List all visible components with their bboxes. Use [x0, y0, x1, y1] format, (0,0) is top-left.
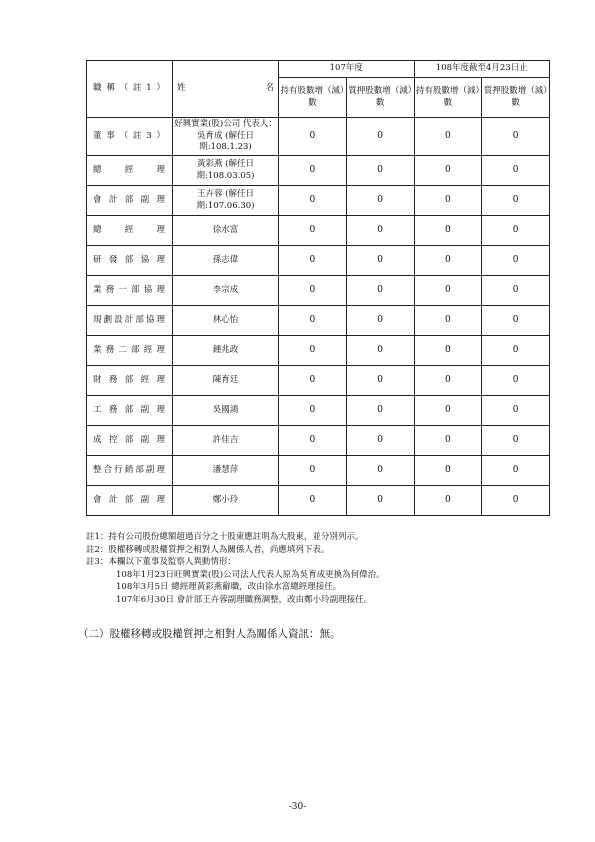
- row-title: 董事（註3）: [87, 118, 173, 156]
- row-name: 潘慧萍: [173, 456, 279, 486]
- row-value: 0: [346, 426, 414, 456]
- header-name-prefix: 姓: [177, 83, 186, 94]
- row-title: 研發部協理: [87, 246, 173, 276]
- row-value: 0: [346, 156, 414, 186]
- table-row: [87, 396, 550, 426]
- row-value: 0: [482, 426, 550, 456]
- row-title: 總經理: [87, 216, 173, 246]
- row-value: 0: [414, 118, 482, 156]
- row-title: 業務二部經理: [87, 336, 173, 366]
- header-period-1: 107年度: [279, 61, 415, 78]
- row-value: 0: [346, 186, 414, 216]
- row-value: 0: [482, 396, 550, 426]
- row-value: 0: [482, 366, 550, 396]
- row-value: 0: [414, 246, 482, 276]
- row-value: 0: [414, 156, 482, 186]
- row-value: 0: [414, 336, 482, 366]
- row-value: 0: [482, 186, 550, 216]
- row-title: 總經理: [87, 156, 173, 186]
- row-name: 徐水富: [173, 216, 279, 246]
- row-value: 0: [482, 276, 550, 306]
- row-value: 0: [279, 156, 347, 186]
- row-value: 0: [414, 186, 482, 216]
- table-row: [87, 426, 550, 456]
- note-1: 註1：持有公司股份總額超過百分之十股東應註明為大股東，並分別列示。: [86, 532, 364, 542]
- row-value: 0: [414, 426, 482, 456]
- table-row: [87, 216, 550, 246]
- header-pledged-change-2: 質押股數增（減）數: [482, 78, 550, 118]
- row-value: 0: [414, 306, 482, 336]
- row-title: 成控部副理: [87, 426, 173, 456]
- table-row: [87, 336, 550, 366]
- row-name: 陳育廷: [173, 366, 279, 396]
- row-value: 0: [279, 336, 347, 366]
- table-row: [87, 276, 550, 306]
- header-pledged-change-1: 質押股數增（減）數: [346, 78, 414, 118]
- row-value: 0: [279, 118, 347, 156]
- note-2: 註2：股權移轉或股權質押之相對人為關係人者，尚應填列下表。: [86, 544, 330, 555]
- row-value: 0: [482, 156, 550, 186]
- row-value: 0: [346, 118, 414, 156]
- row-name: 李宗成: [173, 276, 279, 306]
- row-value: 0: [279, 456, 347, 486]
- row-value: 0: [482, 306, 550, 336]
- note-3-line-2: 108年3月5日 總經理黃彩燕辭職，改由徐水富總經理接任。: [116, 582, 342, 592]
- row-value: 0: [482, 118, 550, 156]
- row-value: 0: [482, 216, 550, 246]
- row-name: 王卉蓉 (解任日期:107.06.30): [173, 186, 279, 216]
- row-value: 0: [414, 216, 482, 246]
- row-value: 0: [414, 486, 482, 516]
- row-name: 鄭小玲: [173, 486, 279, 516]
- table-row: [87, 456, 550, 486]
- row-value: 0: [346, 276, 414, 306]
- table-row: [87, 246, 550, 276]
- row-value: 0: [279, 276, 347, 306]
- row-value: 0: [482, 486, 550, 516]
- row-value: 0: [414, 396, 482, 426]
- row-value: 0: [482, 336, 550, 366]
- table-row: [87, 486, 550, 516]
- row-value: 0: [414, 456, 482, 486]
- row-value: 0: [279, 186, 347, 216]
- row-value: 0: [346, 306, 414, 336]
- row-value: 0: [279, 486, 347, 516]
- row-value: 0: [279, 306, 347, 336]
- row-value: 0: [279, 426, 347, 456]
- row-value: 0: [346, 486, 414, 516]
- row-value: 0: [279, 246, 347, 276]
- table-row: [87, 186, 550, 216]
- row-value: 0: [346, 246, 414, 276]
- note-3-line-1: 108年1月23日旺興實業(股)公司法人代表人原為吳育成更換為何偉治。: [116, 569, 385, 580]
- row-value: 0: [346, 216, 414, 246]
- row-value: 0: [346, 396, 414, 426]
- row-name: 黃彩燕 (解任日期:108.03.05): [173, 156, 279, 186]
- row-name: 孫志偉: [173, 246, 279, 276]
- row-title: 工務部副理: [87, 396, 173, 426]
- row-name: 吳國鴻: [173, 396, 279, 426]
- note-3-line-3: 107年6月30日 會計部王卉蓉副理職務調整，改由鄭小玲副理接任。: [116, 594, 373, 605]
- row-title: 財務部經理: [87, 366, 173, 396]
- row-name: 好興實業(股)公司 代表人：吳育成 (解任日期:108.1.23): [173, 118, 279, 156]
- row-value: 0: [414, 366, 482, 396]
- header-title: 職稱（註1）: [87, 61, 173, 118]
- row-title: 業務一部協理: [87, 276, 173, 306]
- row-value: 0: [279, 366, 347, 396]
- table-row: [87, 156, 550, 186]
- header-name: [173, 61, 279, 118]
- table-row: [87, 366, 550, 396]
- row-title: 會計部副理: [87, 486, 173, 516]
- row-value: 0: [279, 396, 347, 426]
- row-value: 0: [346, 366, 414, 396]
- row-name: 許佳吉: [173, 426, 279, 456]
- row-value: 0: [346, 456, 414, 486]
- section-2-heading: （二）股權移轉或股權質押之相對人為關係人資訊：無。: [78, 628, 341, 640]
- row-value: 0: [482, 456, 550, 486]
- notes-block: [86, 531, 556, 606]
- header-name-suffix: 名: [265, 83, 274, 94]
- row-name: 林心怡: [173, 306, 279, 336]
- row-value: 0: [346, 336, 414, 366]
- row-value: 0: [482, 246, 550, 276]
- row-value: 0: [414, 276, 482, 306]
- holdings-change-table: [86, 60, 550, 516]
- header-held-change-1: 持有股數增（減）數: [279, 78, 347, 118]
- row-name: 鍾兆政: [173, 336, 279, 366]
- header-period-2: 108年度截至4月23日止: [414, 61, 550, 78]
- note-3: 註3：本欄以下董事及監察人異動情形：: [86, 557, 236, 567]
- page-number: -30-: [288, 802, 307, 812]
- row-title: 規劃設計部協理: [87, 306, 173, 336]
- header-held-change-2: 持有股數增（減）數: [414, 78, 482, 118]
- row-title: 整合行銷部副理: [87, 456, 173, 486]
- row-title: 會計部副理: [87, 186, 173, 216]
- row-value: 0: [279, 216, 347, 246]
- table-row: [87, 118, 550, 156]
- table-row: [87, 306, 550, 336]
